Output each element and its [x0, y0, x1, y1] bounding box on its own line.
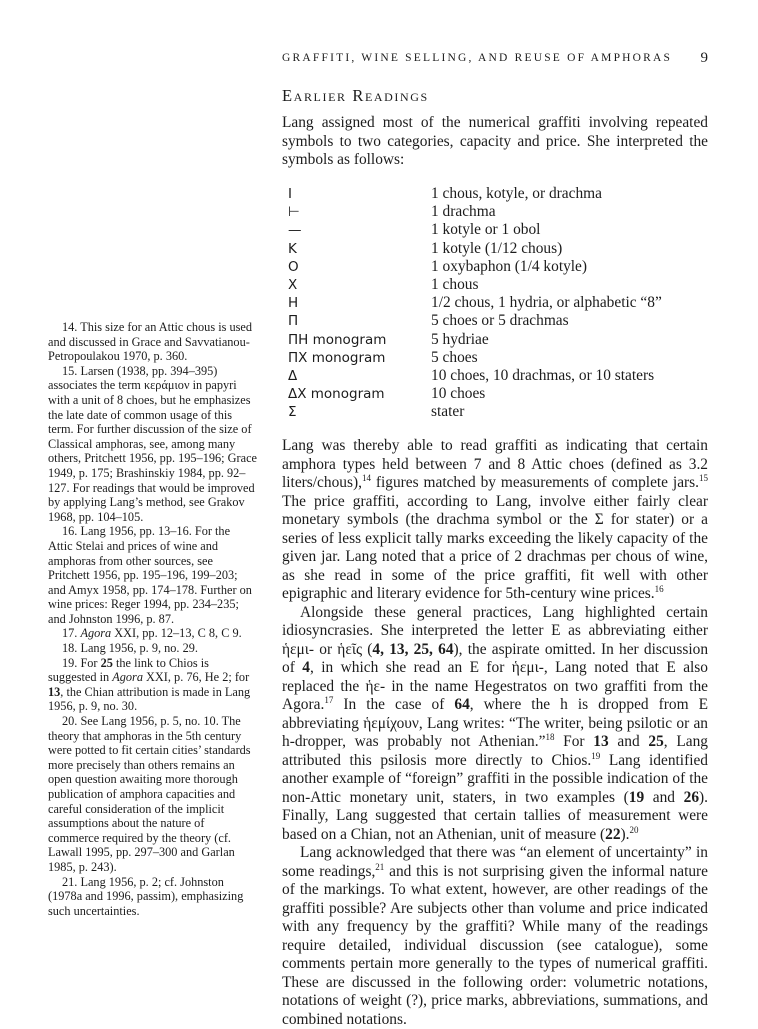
symbol-row: [282, 240, 708, 258]
footnote-20: 20. See Lang 1956, p. 5, no. 10. The theory that amphoras in the 5th century were potted to fit certain cities’ standards more precisely than others remains an open question awaiting more thorough publication of amphora capacities and careful consideration of the implicit assumptions about the nature of commerce required by the theory (cf. Lawall 1995, pp. 297–300 and Garlan 1985, p. 243).: [48, 714, 251, 874]
symbol-meaning: 1 chous: [431, 275, 479, 293]
paragraph-1: Lang was thereby able to read graffiti as indicating that certain amphora types held between 7 and 8 Attic choes (defined as 3.2 liters/chous),$^{14}$ figures matched by measurements of complete jars.$^{15}$ The price graffiti, according to Lang, involve either fairly clear monetary symbols (the drachma symbol or the Σ for stater) or a series of less explicit tally marks exceeding the likely capacity of the given jar. Lang noted that a price of 2 drachmas per chous of wine, as she read in some of the price graffiti, fit well with other epigraphic and literary evidence for 5th-century wine prices.$^{16}$: [282, 437, 708, 602]
symbol-row: [282, 258, 708, 276]
symbol-meaning: 1/2 chous, 1 hydria, or alphabetic “8”: [431, 294, 662, 312]
running-head: [282, 50, 708, 70]
paragraph-2: Alongside these general practices, Lang highlighted certain idiosyncrasies. She interpreted the letter E as abbreviating either ἡεμι- or ἡεῖς (4, 13, 25, 64), the aspirate omitted. In her discussion of 4, in which she read an E for ἡεμι-, Lang noted that E also replaced the ἡε- in the name Hegestratos on two graffiti from the Agora.$^{17}$ In the case of 64, where the h is dropped from E abbreviating ἡεμίχουν, Lang writes: “The writer, being psilotic or an h-dropper, was probably not Athenian.”$^{18}$ For 13 and 25, Lang attributed this psilosis more directly to Chios.$^{19}$ Lang identified another example of “foreign” graffiti in the possible indication of the non-Attic monetary unit, staters, in two examples (19 and 26). Finally, Lang suggested that certain tallies of measurement were based on a Chian, not an Athenian, unit of measure (22).$^{20}$: [282, 603, 709, 843]
symbol-glyph: Σ: [288, 404, 297, 421]
symbol-glyph: —: [288, 222, 302, 239]
symbol-meaning: 10 choes, 10 drachmas, or 10 staters: [431, 366, 655, 384]
symbol-meaning: 1 oxybaphon (1/4 kotyle): [431, 257, 588, 275]
footnote-14: 14. This size for an Attic chous is used and discussed in Grace and Savvatianou-Petropoulakou 1970, p. 360.: [48, 320, 253, 364]
symbol-meaning: 1 kotyle or 1 obol: [431, 221, 541, 239]
symbol-glyph: Π: [288, 313, 299, 330]
symbol-meaning: 1 drachma: [431, 203, 496, 221]
running-head-title: GRAFFITI, WINE SELLING, AND REUSE OF AMPHORAS: [282, 52, 673, 64]
symbol-glyph: Δ: [288, 367, 298, 384]
symbol-glyph: X: [288, 276, 298, 293]
footnote-15: 15. Larsen (1938, pp. 394–395) associates the term κεράμιον in papyri with a unit of 8 choes, but he emphasizes the late date of common usage of this term. For further discussion of the size of Classical amphoras, see, among many others, Pritchett 1956, pp. 195–196; Grace 1949, p. 175; Brashinskiy 1984, pp. 92–127. For readings that would be improved by applying Lang’s method, see Grakov 1968, pp. 104–105.: [48, 363, 258, 524]
symbol-row: [282, 221, 708, 239]
symbol-glyph: ΠH monogram: [288, 331, 387, 348]
symbol-meaning: 5 choes or 5 drachmas: [431, 312, 569, 330]
footnote-21: 21. Lang 1956, p. 2; cf. Johnston (1978a and 1996, passim), emphasizing such uncertainties.: [48, 874, 244, 918]
footnote-17: 17. Agora XXI, pp. 12–13, C 8, C 9.: [62, 626, 242, 641]
symbol-glyph: ⊢: [288, 204, 300, 221]
symbol-row: [282, 367, 708, 385]
symbol-glyph: ΔX monogram: [288, 386, 385, 403]
symbol-meaning: 1 kotyle (1/12 chous): [431, 239, 563, 257]
footnote-19: 19. For 25 the link to Chios is suggested in Agora XXI, p. 76, He 2; for 13, the Chian attribution is made in Lang 1956, p. 9, no. 30.: [48, 655, 251, 714]
symbol-meaning: stater: [431, 403, 465, 421]
symbol-glyph: ΠX monogram: [288, 349, 386, 366]
symbol-table: [282, 185, 708, 421]
footnote-18: 18. Lang 1956, p. 9, no. 29.: [62, 641, 198, 656]
page-number: 9: [700, 50, 708, 66]
symbol-glyph: K: [288, 240, 297, 257]
symbol-glyph: H: [288, 295, 299, 312]
symbol-glyph: O: [288, 258, 299, 275]
symbol-meaning: 5 hydriae: [431, 330, 489, 348]
footnote-16: 16. Lang 1956, pp. 13–16. For the Attic Stelai and prices of wine and amphoras from other sources, see Pritchett 1956, pp. 195–196, 199–203; and Amyx 1958, pp. 174–178. Further on wine prices: Reger 1994, pp. 234–235; and Johnston 1996, p. 87.: [48, 524, 252, 626]
body-text: [282, 437, 708, 1029]
symbol-meaning: 10 choes: [431, 385, 486, 403]
intro-paragraph: [282, 114, 708, 170]
paragraph-3: Lang acknowledged that there was “an element of uncertainty” in some readings,$^{21}$ and this is not surprising given the informal nature of the markings. To what extent, however, are other readings of the graffiti possible? Are subjects other than volume and price indicated with any frequency by the graffiti? While many of the readings require detailed, individual discussion (see catalogue), some comments pertain more generally to the types of numerical graffiti. These are discussed in the following order: volumetric notations, notations of weight (?), price marks, abbreviations, summations, and combined notations.: [282, 844, 709, 1028]
intro-text: Lang assigned most of the numerical graffiti involving repeated symbols to two categories, capacity and price. She interpreted the symbols as follows:: [282, 114, 708, 168]
symbol-row: [282, 403, 708, 421]
symbol-row: [282, 185, 708, 203]
symbol-meaning: 5 choes: [431, 348, 478, 366]
symbol-row: [282, 203, 708, 221]
symbol-row: [282, 312, 708, 330]
symbol-row: [282, 331, 708, 349]
symbol-row: [282, 276, 708, 294]
symbol-row: [282, 385, 708, 403]
symbol-row: [282, 349, 708, 367]
symbol-meaning: 1 chous, kotyle, or drachma: [431, 185, 602, 202]
symbol-row: [282, 294, 708, 312]
section-heading: Earlier Readings: [282, 86, 429, 105]
symbol-glyph: I: [288, 186, 292, 202]
footnotes: [48, 320, 257, 918]
